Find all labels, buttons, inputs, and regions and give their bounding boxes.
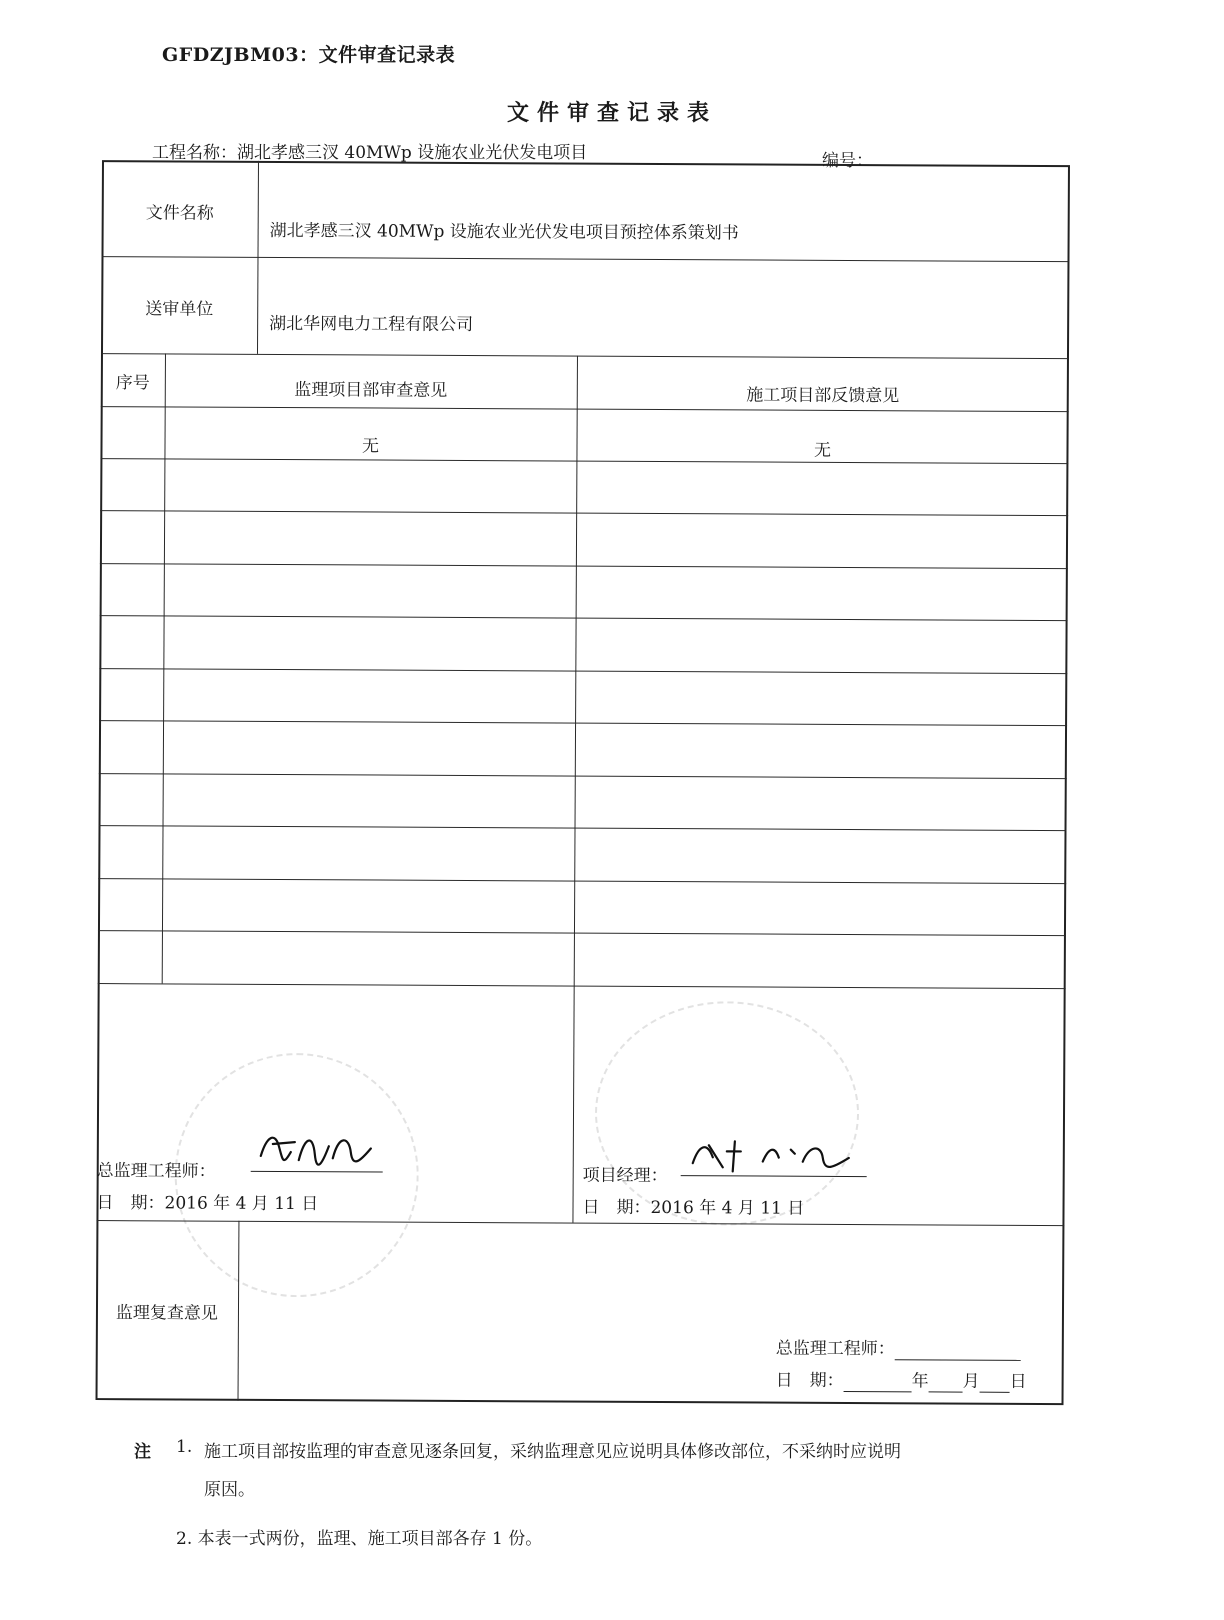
recheck-day-blank (980, 1372, 1010, 1393)
recheck-engineer-label: 总监理工程师： (775, 1338, 895, 1360)
recheck-month-label: 月 (962, 1371, 980, 1392)
recheck-year-label: 年 (911, 1371, 929, 1392)
left-date-label: 日 期： (96, 1193, 165, 1214)
recheck-date-line (776, 1366, 1027, 1393)
row-1-supervision: 无 (361, 436, 380, 457)
recheck-year-blank (844, 1371, 912, 1392)
recheck-label: 监理复查意见 (115, 1303, 219, 1324)
form-code: GFDZJBM03：文件审查记录表 (162, 44, 456, 66)
submitter-value: 湖北华网电力工程有限公司 (269, 313, 474, 336)
recheck-engineer-line (776, 1334, 1021, 1361)
row-1-construction: 无 (813, 440, 832, 461)
header-supervision: 监理项目部审查意见 (294, 380, 448, 401)
project-manager-signature (683, 1131, 863, 1178)
file-name-label: 文件名称 (145, 203, 214, 224)
note-1-line2: 原因。 (204, 1480, 255, 1500)
project-label: 工程名称： (152, 143, 237, 163)
number-label: 编号： (822, 151, 873, 171)
file-name-value: 湖北孝感三汊 40MWp 设施农业光伏发电项目预控体系策划书 (269, 220, 739, 244)
project-name: 湖北孝感三汊 40MWp 设施农业光伏发电项目 (237, 143, 588, 163)
header-construction: 施工项目部反馈意见 (746, 385, 900, 407)
recheck-engineer-blank (895, 1339, 1021, 1361)
right-date-line (582, 1193, 804, 1219)
submitter-label: 送审单位 (145, 299, 214, 320)
note-1-line1: 施工项目部按监理的审查意见逐条回复，采纳监理意见应说明具体修改部位，不采纳时应说明 (204, 1442, 901, 1462)
left-date-line (96, 1188, 318, 1214)
note-2: 2. 本表一式两份，监理、施工项目部各存 1 份。 (176, 1529, 543, 1549)
right-date-value: 2016 年 4 月 11 日 (650, 1197, 805, 1219)
recheck-month-blank (929, 1371, 963, 1392)
note-1-number: 1. (176, 1437, 193, 1457)
recheck-date-label: 日 期： (775, 1370, 844, 1391)
project-manager-label: 项目经理： (582, 1165, 668, 1187)
note-marker: 注 (134, 1442, 151, 1462)
project-line (152, 138, 587, 163)
review-form (81, 160, 1083, 1423)
chief-engineer-label: 总监理工程师： (96, 1161, 216, 1182)
document-title: 文件审查记录表 (506, 100, 717, 126)
chief-engineer-signature (253, 1126, 383, 1173)
recheck-day-label: 日 (1009, 1371, 1027, 1392)
header-no: 序号 (115, 373, 150, 394)
right-date-label: 日 期： (582, 1197, 651, 1218)
left-date-value: 2016 年 4 月 11 日 (164, 1193, 319, 1215)
